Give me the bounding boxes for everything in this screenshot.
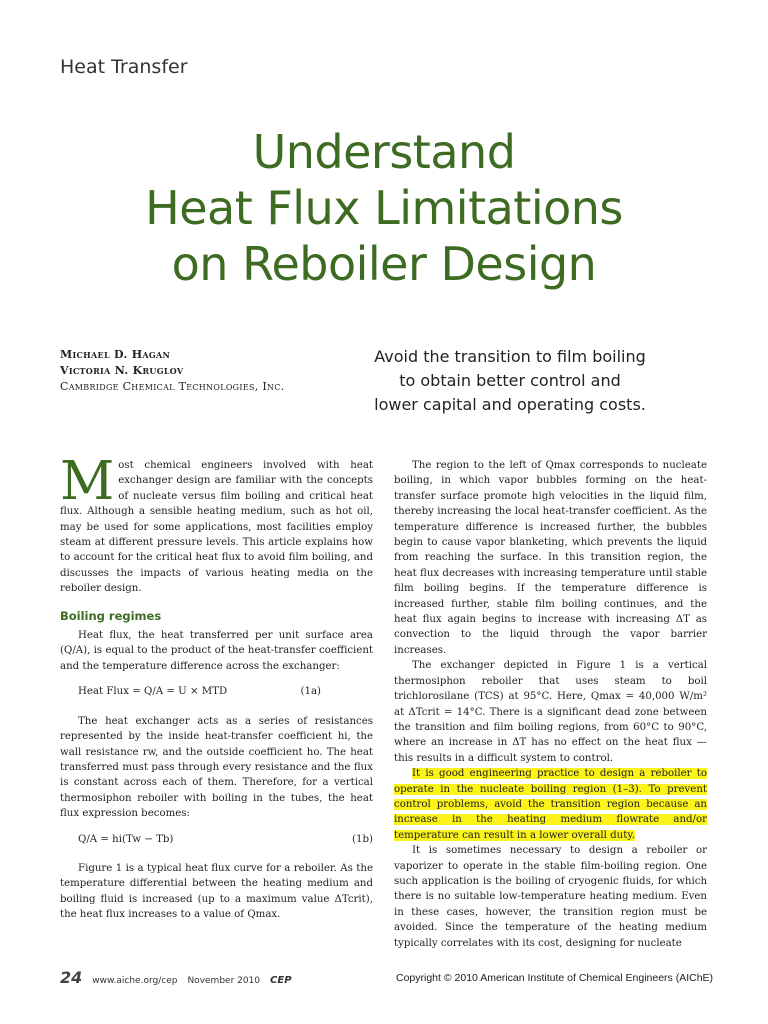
intro-text: ost chemical engineers involved with heat exchanger design are familiar with the concepts of nucleate versus film boiling and critical heat flux. Although a sensible heating medium, such as hot oil, may be used for some applications, most facilities employ steam at different pressure levels. This article explains how to account for the critical heat flux to avoid film boiling, and discusses the impacts of various heating media on the reboiler design. [60,460,373,595]
footer-issue: November 2010 [187,976,261,986]
equation-1b [60,822,373,861]
cep-logo: CEP [270,975,292,986]
subhead-boiling-regimes: Boiling regimes [60,608,162,623]
page-number: 24 [60,968,83,987]
body-column-right [394,458,707,951]
deck-line-2: to obtain better control and [399,371,621,390]
body-paragraph: The exchanger depicted in Figure 1 is a vertical thermosiphon reboiler that uses steam to boil trichlorosilane (TCS) at 95°C. Here, Qmax = 40,000 W/m² at ΔTcrit = 14°C. There is a significant dead zone between the transition and film boiling regions, from 60°C to 90°C, where an increase in ΔT has no effect on the heat flux — this results in a difficult system to control. [394,660,707,764]
highlighted-paragraph [394,766,707,843]
equation-text: Heat Flux = Q/A = U × MTD [78,686,228,698]
equation-text: Q/A = hi(Tw − Tb) [78,833,174,845]
author-name: Victoria N. Kruglov [60,364,184,377]
footer-left [60,968,292,987]
copyright-notice: Copyright © 2010 American Institute of Chemical Engineers (AIChE) [396,972,714,984]
body-paragraph: Heat flux, the heat transferred per unit surface area (Q/A), is equal to the product of the heat-transfer coefficient and the temperature difference across the exchanger: [60,630,373,672]
intro-paragraph [60,451,373,597]
author-name: Michael D. Hagan [60,348,171,361]
drop-cap: M [60,451,115,512]
title-line-2: Heat Flux Limitations [145,181,623,235]
body-paragraph: Figure 1 is a typical heat flux curve for a reboiler. As the temperature differential between the heating medium and boiling fluid is increased (up to a maximum value ΔTcrit), the heat flux increases to a value of Qmax. [60,862,373,921]
author-affiliation: Cambridge Chemical Technologies, Inc. [60,380,285,393]
equation-number: (1b) [352,833,373,845]
deck-line-1: Avoid the transition to film boiling [374,347,646,366]
body-paragraph: The region to the left of Qmax corresponds to nucleate boiling, in which vapor bubbles forming on the heat-transfer surface promote high velocities in the liquid film, thereby increasing the local heat-transfer coefficient. As the temperature difference is increased further, the bubbles begin to cause vapor blanketing, which prevents the liquid from reaching the surface. In this transition region, the heat flux decreases with increasing temperature until stable film boiling begins. If the temperature difference is increased further, stable film boiling continues, and the heat flux again begins to increase with increasing ΔT as convection to the liquid through the vapor barrier increases. [394,460,707,656]
body-paragraph: The heat exchanger acts as a series of resistances represented by the inside heat-transfer coefficient hi, the wall resistance rw, and the outside coefficient ho. The heat transferred must pass through every resistance and the flux is constant across each of them. Therefore, for a vertical thermosiphon reboiler with boiling in the tubes, the heat flux expression becomes: [60,715,373,820]
author-block [60,347,285,395]
equation-number: (1a) [300,686,321,698]
article-deck [355,345,665,417]
article-title [0,124,768,292]
footer-url: www.aiche.org/cep [92,976,178,986]
highlighted-text: It is good engineering practice to design a reboiler to operate in the nucleate boiling region (1–3). To prevent control problems, avoid the transition region because an increase in the heating medium flowrate and/or temperature can result in a lower overall duty. [394,768,707,841]
title-line-1: Understand [252,125,516,179]
deck-line-3: lower capital and operating costs. [374,395,646,414]
equation-1a [60,674,373,713]
body-paragraph: It is sometimes necessary to design a reboiler or vaporizer to operate in the stable film-boiling region. One such application is the boiling of cryogenic fluids, for which there is no suitable low-temperature heating medium. Even in these cases, however, the transition region must be avoided. Since the temperature of the heating medium typically correlates with its cost, designing for nucleate [394,845,707,949]
body-column-left [60,451,373,923]
title-line-3: on Reboiler Design [171,237,597,291]
section-label: Heat Transfer [60,56,188,78]
